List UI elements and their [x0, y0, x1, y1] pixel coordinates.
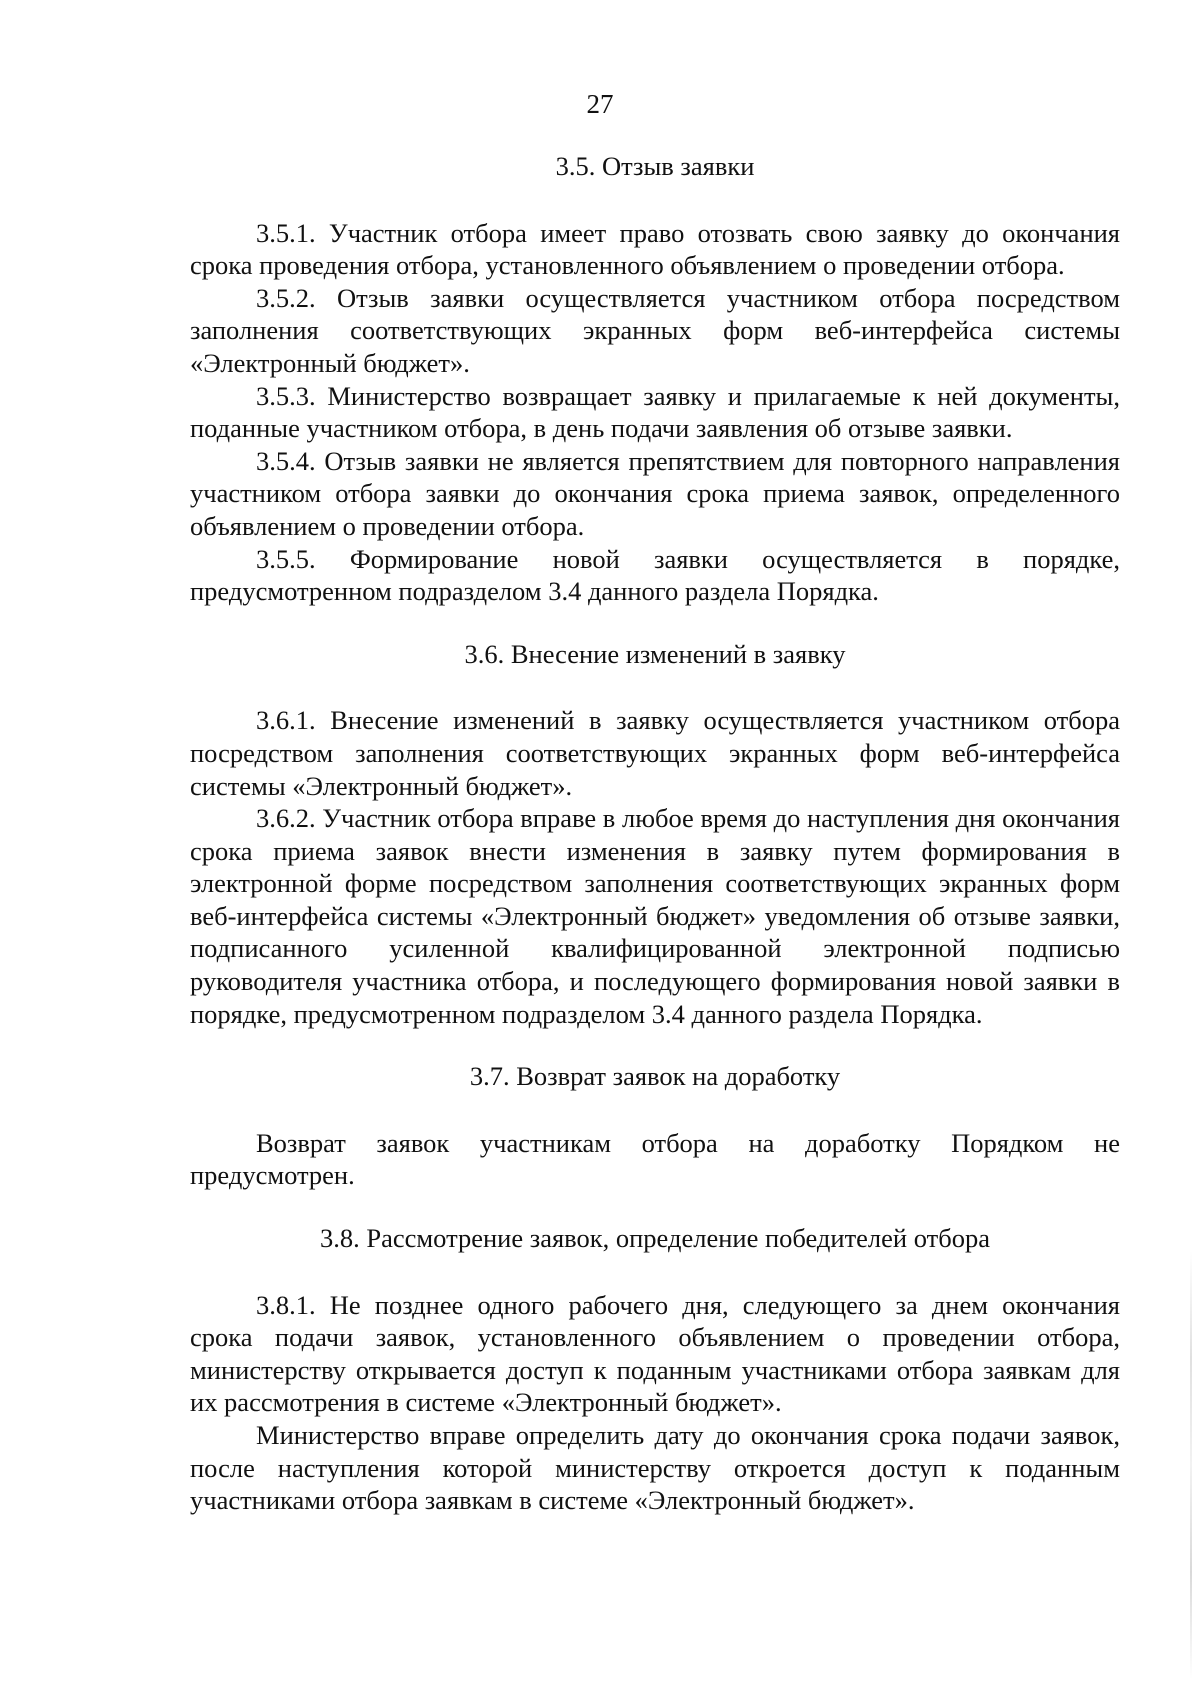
paragraph-3-5-4: 3.5.4. Отзыв заявки не является препятствием для повторного направления участником отбора заявки до окончания срока приема заявок, определенного объявлением о проведении отбора.: [190, 445, 1120, 541]
paragraph-3-6-1: 3.6.1. Внесение изменений в заявку осуществляется участником отбора посредством заполнения соответствующих экранных форм веб-интерфейса системы «Электронный бюджет».: [190, 705, 1120, 801]
paragraph-3-8-1: 3.8.1. Не позднее одного рабочего дня, следующего за днем окончания срока подачи заявок, установленного объявлением о проведении отбора, министерству открывается доступ к поданным участниками отбора заявкам для их рассмотрения в системе «Электронный бюджет».: [190, 1289, 1120, 1418]
section-title: 3.8. Рассмотрение заявок, определение победителей отбора: [320, 1223, 990, 1254]
paragraph-3-5-3: 3.5.3. Министерство возвращает заявку и прилагаемые к ней документы, поданные участником отбора, в день подачи заявления об отзыве заявки.: [190, 380, 1120, 444]
section-3-7: [190, 1060, 1120, 1192]
page-number: 27: [586, 89, 614, 119]
paragraph-3-8-2: Министерство вправе определить дату до окончания срока подачи заявок, после наступления которой министерству откроется доступ к поданным участниками отбора заявкам в системе «Электронный бюджет».: [190, 1420, 1120, 1516]
paragraph-3-6-2: 3.6.2. Участник отбора вправе в любое время до наступления дня окончания срока приема заявок внести изменения в заявку путем формирования в электронной форме посредством заполнения соответствующих экранных форм веб-интерфейса системы «Электронный бюджет» уведомления об отзыве заявки, подписанного усиленной квалифицированной электронной подписью руководителя участника отбора, и последующего формирования новой заявки в порядке, предусмотренном подразделом 3.4 данного раздела Порядка.: [190, 803, 1120, 1029]
paragraph-3-5-1: 3.5.1. Участник отбора имеет право отозвать свою заявку до окончания срока проведения отбора, установленного объявлением о проведении отбора.: [190, 217, 1120, 281]
section-3-6: [190, 638, 1120, 1031]
section-title: 3.7. Возврат заявок на доработку: [469, 1061, 841, 1092]
document-body: [190, 150, 1120, 1517]
section-title: 3.6. Внесение изменений в заявку: [464, 638, 846, 669]
paragraph-3-5-5: 3.5.5. Формирование новой заявки осуществляется в порядке, предусмотренном подразделом 3.4 данного раздела Порядка.: [190, 543, 1120, 607]
section-3-5: [190, 150, 1120, 608]
section-title: 3.5. Отзыв заявки: [555, 151, 755, 181]
scan-edge-artifact: [1190, 1250, 1192, 1680]
paragraph-3-5-2: 3.5.2. Отзыв заявки осуществляется участником отбора посредством заполнения соответствующих экранных форм веб-интерфейса системы «Электронный бюджет».: [190, 282, 1120, 378]
paragraph-3-7: Возврат заявок участникам отбора на доработку Порядком не предусмотрен.: [190, 1127, 1120, 1191]
section-3-8: [190, 1222, 1120, 1517]
